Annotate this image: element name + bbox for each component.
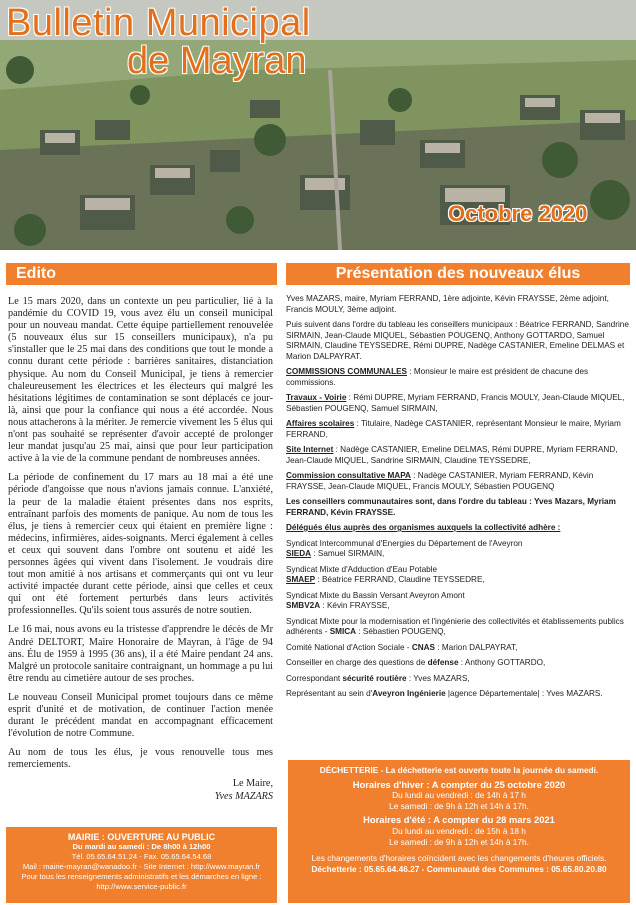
elus-conseillers: Puis suivent dans l'ordre du tableau les conseillers municipaux : Béatrice FERRAND, Sandrine SIRMAIN, Jean-Claude MIQUEL, Sébastien POUGENQ, Anthony GOTTARDO, Samuel SIRMAIN, Claudine TEYSSEDRE, Rémi DUPRE, Nadège CASTANIER, Emeline DELMAS et Marion DALPAYRAT. [286, 320, 629, 361]
bulletin-title: Bulletin Municipal [6, 2, 311, 44]
delegue-org: Conseiller en charge des questions de [286, 658, 428, 667]
decheterie-note: Les changements d'horaires coïncident avec les changements d'heures officiels. [311, 853, 607, 864]
commission-label: Affaires scolaires [286, 419, 355, 428]
elus-communautaires: Les conseillers communautaires sont, dans l'ordre du tableau : Yves Mazars, Myriam FERRAND, Kévin FRAYSSE. [286, 497, 616, 517]
ete-saturday: Le samedi : de 9h à 12h et 14h à 17h. [389, 836, 529, 847]
delegue-item [286, 565, 630, 586]
delegue-item [286, 689, 630, 700]
delegue-org: Représentant au sein d' [286, 689, 373, 698]
commission-label: Travaux - Voirie [286, 393, 347, 402]
delegue-org: Correspondant [286, 673, 343, 683]
commission-text: : Monsieur le maire est président de chacune des commissions. [286, 367, 589, 387]
commission-label: COMMISSIONS COMMUNALES [286, 367, 407, 376]
mairie-mail[interactable]: Mail : mairie-mayran@wanadoo.fr - Site Internet : http://www.mayran.fr [22, 862, 261, 871]
service-public-link[interactable]: http://www.service-public.fr [96, 882, 187, 891]
mairie-title: MAIRIE : OUVERTURE AU PUBLIC [67, 832, 216, 842]
mairie-info: Pour tous les renseignements administratifs et les démarches en ligne : [21, 872, 262, 881]
delegues-heading: Délégués élus auprès des organismes auxquels la collectivité adhère : [286, 523, 561, 532]
commission-item [286, 445, 630, 466]
delegue-item [286, 658, 630, 669]
commission-item [286, 367, 630, 388]
delegue-org: Syndicat Mixte d'Adduction d'Eau Potable [286, 564, 438, 574]
delegue-org: Comité National d'Action Sociale - [286, 642, 412, 652]
hiver-title: Horaires d'hiver : A compter du 25 octobre 2020 [352, 778, 566, 790]
decheterie-contacts: Déchetterie : 05.65.64.46.27 - Communauté des Communes : 05.65.80.20.80 [311, 863, 607, 874]
delegue-item [286, 674, 630, 685]
delegue-abbr: SIEDA [286, 549, 312, 558]
delegue-names: |agence Départementale| : Yves MAZARS. [445, 689, 603, 698]
delegue-org: Syndicat Mixte pour la modernisation et l'ingénierie des collectivités et établissements publics adhérents - [286, 616, 624, 636]
signature [8, 778, 273, 802]
hiver-weekday: Du lundi au vendredi : de 14h à 17 h [392, 790, 526, 801]
commission-text: : Nadège CASTANIER, Emeline DELMAS, Rémi DUPRE, Myriam FERRAND, Jean-Claude MIQUEL, Sandrine SIRMAIN, Claudine TEYSSEDRE, [286, 445, 618, 465]
delegue-abbr: SMBV2A [286, 601, 321, 610]
signature-title: Le Maire, [232, 778, 273, 790]
mairie-hours: Du mardi au samedi : De 8h00 à 12h00 [72, 842, 211, 851]
commission-label: Commission consultative MAPA [286, 471, 411, 480]
mairie-hours-box [6, 827, 277, 903]
delegue-names: : Anthony GOTTARDO, [458, 658, 546, 667]
elus-intro: Yves MAZARS, maire, Myriam FERRAND, 1ère adjointe, Kévin FRAYSSE, 2ème adjoint, Francis MOULY, 3ème adjoint. [286, 294, 609, 314]
edito-paragraph: Le 15 mars 2020, dans un contexte un peu particulier, lié à la pandémie du COVID 19, vous avez élu un conseil municipal pour un nouveau mandat. Cette équipe partiellement renouvelée (5 nouveaux élus sur 15 conseillers municipaux), n'a pu s'installer que le 25 mai dans des conditions que tout le monde a connu durant cette période : barrières sanitaires, distanciation physique. Au nom du Conseil Municipal, je tiens à remercier chaleureusement les électrices et les électeurs qui malgré les hésitations légitimes de contamination se sont déplacés ce jour-là, ainsi que pour la confiance qui nous a été accordée. Nous nous attacherons à la mériter. Je remercie vivement les 5 élus qui n'ont pas souhaité se représenter d'avoir accepté de prolonger leur mandat jusqu'au 25 mai, ainsi que pour leur participation active à la vie de la commune pendant de nombreuses années. [8, 296, 273, 465]
delegue-org: Syndicat Intercommunal d'Energies du Département de l'Aveyron [286, 538, 523, 548]
bulletin-subtitle: de Mayran [127, 40, 307, 82]
delegue-names: : Sébastien POUGENQ, [356, 627, 446, 636]
delegue-item [286, 643, 630, 654]
delegue-names: : Béatrice FERRAND, Claudine TEYSSEDRE, [315, 575, 485, 584]
elus-heading: Présentation des nouveaux élus [286, 263, 630, 285]
commission-item [286, 471, 630, 492]
commission-label: Site Internet [286, 445, 334, 454]
delegue-abbr: défense [427, 658, 459, 667]
ete-title: Horaires d'été : A compter du 28 mars 2021 [363, 814, 555, 826]
edito-body [8, 296, 273, 803]
commission-text: : Nadège CASTANIER, Myriam FERRAND, Kévin FRAYSSE, Jean-Claude MIQUEL, Francis MOULY, Sébastien POUGENQ [286, 471, 594, 491]
delegue-abbr: SMAEP [286, 575, 316, 584]
edito-paragraph: Le 16 mai, nous avons eu la tristesse d'apprendre le décès de Mr André DELTORT, Maire Honoraire de Mayran, à l'âge de 94 ans. Élu de 1959 à 1995 (36 ans), il a été Maire pendant 24 ans. Malgré un protocole sanitaire contraignant, un hommage a pu lui être rendu au cimetière autour de ses proches. [8, 624, 273, 684]
hiver-saturday: Le samedi : de 9h à 12h et 14h à 17h. [389, 800, 529, 811]
issue-date: Octobre 2020 [448, 201, 588, 226]
signature-name: Yves MAZARS [214, 790, 273, 802]
edito-paragraph: La période de confinement du 17 mars au 18 mai a été une période d'angoisse que nous n'avions jamais connue. L'anxiété, la peur de la maladie étaient présentes dans nos esprits, entraînant parfois des moments de panique. Au nom de tous les élus, je tiens à remercier ceux qui étaient en première ligne : médecins, infirmières, aides-soignants. Merci également à celles et ceux qui souvent dans l'ombre ont soutenu et aidé les personnes âgées qui vivent dans l'isolement. Je voudrais dire tout mon amitié à nos artisans et commerçants qui ont vu leur activité impactée durant cette période, ainsi que celles et ceux qui ont été fortement perturbés dans leurs activités professionnelles. Qu'ils soient tous assurés de notre soutien. [8, 472, 273, 617]
delegue-names: : Marion DALPAYRAT, [435, 642, 518, 652]
commission-item [286, 393, 630, 414]
delegue-names: : Yves MAZARS, [406, 673, 470, 683]
edito-paragraph: Le nouveau Conseil Municipal promet toujours dans ce même esprit d'unité et de motivation, de continuer l'action menée durant le précédent mandat en accompagnant efficacement l'évolution de notre Commune. [8, 691, 273, 740]
aerial-photo [0, 0, 636, 250]
edito-paragraph: Au nom de tous les élus, je vous renouvelle tous mes remerciements. [8, 747, 273, 771]
delegue-names: : Kévin FRAYSSE, [320, 601, 390, 610]
elus-body [286, 294, 630, 705]
ete-weekday: Du lundi au vendredi : de 15h à 18 h [392, 825, 526, 836]
commission-item [286, 419, 630, 440]
commission-text: : Titulaire, Nadège CASTANIER, représentant Monsieur le maire, Myriam FERRAND, [286, 419, 621, 439]
delegue-abbr: Aveyron Ingénierie [372, 689, 446, 698]
edito-heading: Edito [6, 263, 277, 285]
commission-text: : Rémi DUPRE, Myriam FERRAND, Francis MOULY, Jean-Claude MIQUEL, Sébastien POUGENQ, Samuel SIRMAIN, [286, 393, 625, 413]
delegue-org: Syndicat Mixte du Bassin Versant Aveyron Amont [286, 590, 465, 600]
decheterie-title: DÉCHETTERIE - La déchetterie est ouverte toute la journée du samedi. [319, 765, 599, 775]
delegue-abbr: SMICA [329, 627, 357, 636]
mairie-phone: Tél. 05.65.64.51.24 - Fax. 05.65.64.54.68 [71, 852, 212, 861]
delegue-names: : Samuel SIRMAIN, [311, 549, 385, 558]
decheterie-box [288, 760, 630, 903]
delegue-abbr: sécurité routière [342, 673, 407, 683]
delegue-item [286, 539, 630, 560]
delegue-item [286, 617, 630, 638]
delegue-item [286, 591, 630, 612]
delegue-abbr: CNAS [411, 642, 436, 652]
